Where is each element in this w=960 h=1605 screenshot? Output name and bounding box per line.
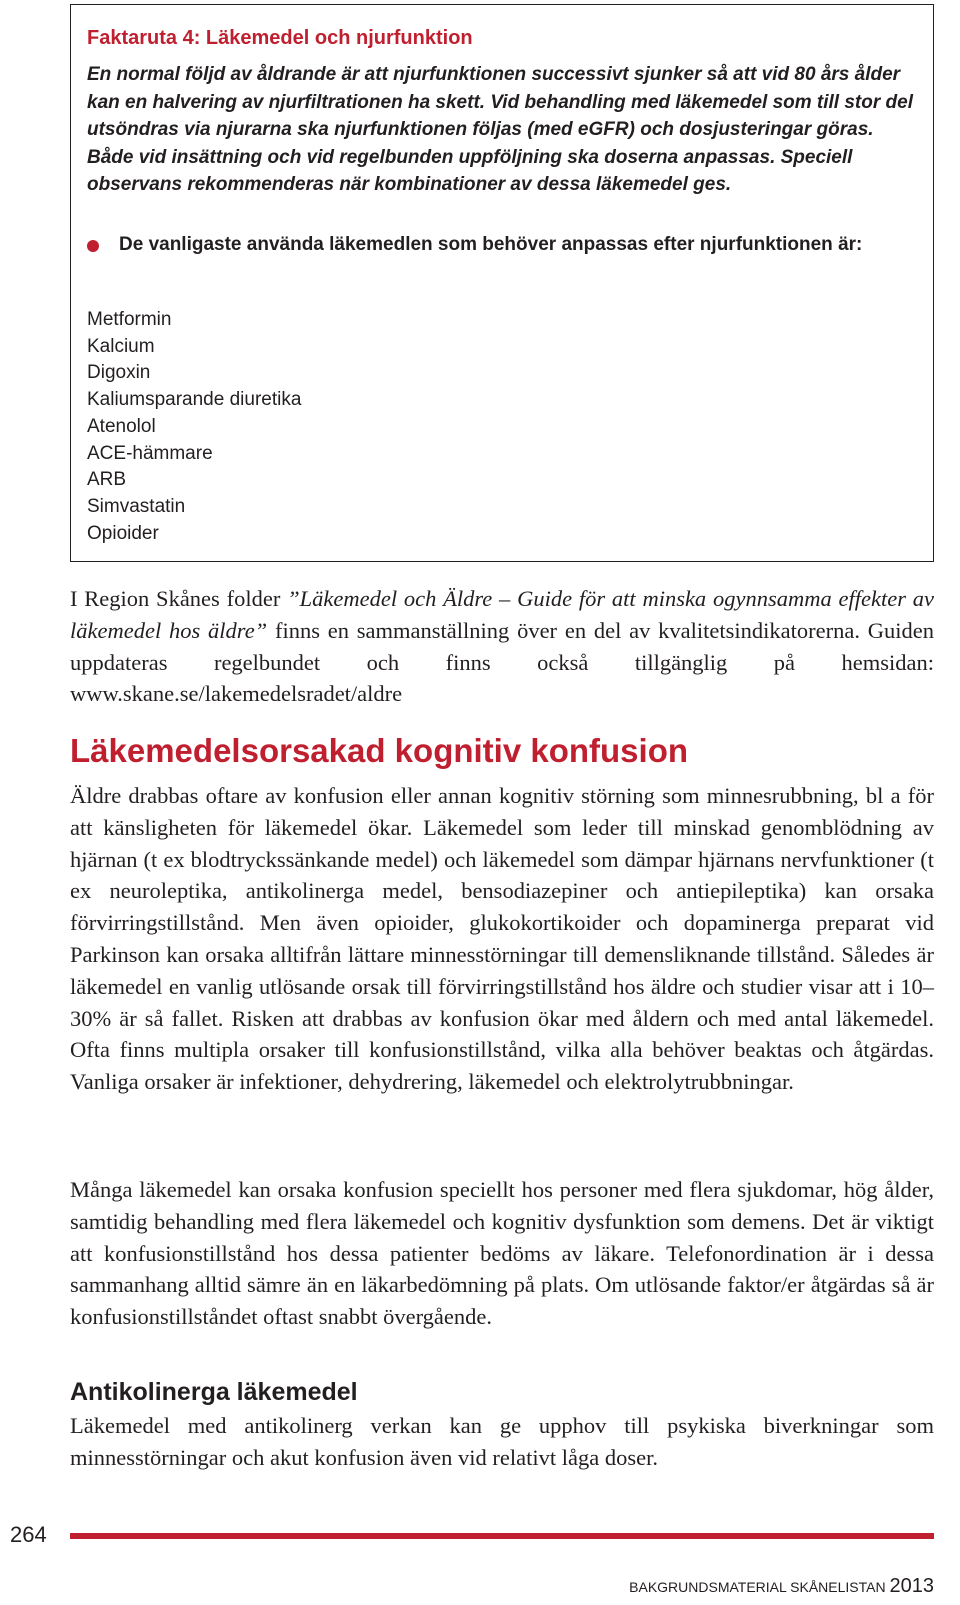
section-heading-anticholinergic: Antikolinerga läkemedel xyxy=(70,1378,358,1406)
drug-list-item: Simvastatin xyxy=(87,495,186,517)
drug-list-item: Kalcium xyxy=(87,335,155,357)
footer-label xyxy=(629,1575,934,1598)
drug-list-item: ACE-hämmare xyxy=(87,442,213,464)
drug-list xyxy=(87,307,301,547)
drug-list-item: ARB xyxy=(87,469,127,491)
confusion-paragraph-2: Många läkemedel kan orsaka konfusion speciellt hos personer med flera sjukdomar, hög ålder, samtidig behandling med flera läkemedel och kognitiv dysfunktion som demens. Det är viktigt att konfusionstillstånd hos dessa patienter bedöms av läkare. Telefonordination är i dessa sammanhang alltid sämre än en läkarbedömning på plats. Om utlösande faktor/er åtgärdas så är konfusionstillståndet oftast snabbt övergående. xyxy=(70,1177,934,1330)
guide-paragraph-rest: finns en sammanställning över en del av kvalitetsindikatorerna. Guiden uppdateras regelbundet och finns också tillgänglig på hemsidan: www.skane.se/lakemedelsradet/aldre xyxy=(70,617,934,707)
guide-title: ”Läkemedel och Äldre – Guide för att minska ogynnsamma effekter av läkemedel hos äldre” xyxy=(70,586,934,643)
drug-list-item: Metformin xyxy=(87,309,172,330)
factbox xyxy=(70,4,934,562)
factbox-intro: En normal följd av åldrande är att njurfunktionen successivt sjunker så att vid 80 års ålder kan en halvering av njurfiltrationen ha skett. Vid behandling med läkemedel som till stor del utsöndras via njurarna ska njurfunktionen följas (med eGFR) och dosjusteringar göras. Både vid insättning och vid regelbunden uppföljning ska doserna anpassas. Speciell observans rekommenderas när kombinationer av dessa läkemedel ges. xyxy=(87,64,913,195)
factbox-bullet xyxy=(87,231,917,259)
factbox-bullet-text: De vanligaste använda läkemedlen som behöver anpassas efter njurfunktionen är: xyxy=(119,234,863,255)
drug-list-item: Digoxin xyxy=(87,362,151,384)
footer-title: BAKGRUNDSMATERIAL SKÅNELISTAN xyxy=(629,1579,886,1595)
anticholinergic-paragraph: Läkemedel med antikolinerg verkan kan ge upphov till psykiska biverkningar som minnesstörningar och akut konfusion även vid relativt låga doser. xyxy=(70,1413,934,1470)
drug-list-item: Opioider xyxy=(87,522,159,544)
section-heading-confusion: Läkemedelsorsakad kognitiv konfusion xyxy=(70,732,689,769)
factbox-title: Faktaruta 4: Läkemedel och njurfunktion xyxy=(87,27,473,49)
drug-list-item: Atenolol xyxy=(87,415,156,437)
page-number: 264 xyxy=(10,1522,47,1547)
footer-rule xyxy=(70,1533,934,1539)
bullet-dot-icon xyxy=(87,240,99,252)
confusion-paragraph-1: Äldre drabbas oftare av konfusion eller annan kognitiv störning som minnesrubbning, bl a för att känsligheten för läkemedel ökar. Läkemedel som leder till minskad genomblödning av hjärnan (t ex blodtryckssänkande medel) och läkemedel som dämpar hjärnans nervfunktioner (t ex neuroleptika, antikolinerga medel, bensodiazepiner och antiepileptika) kan orsaka förvirringstillstånd. Men även opioider, glukokortikoider och dopaminerga preparat vid Parkinson kan orsaka alltifrån lättare minnesstörningar till demensliknande tillstånd. Således är läkemedel en vanlig utlösande orsak till förvirringstillstånd hos äldre och studier visar att i 10–30% är så fallet. Risken att drabbas av konfusion ökar med åldern och med antal läkemedel. Ofta finns multipla orsaker till konfusionstillstånd, vilka alla behöver beaktas och åtgärdas. Vanliga orsaker är infektioner, dehydrering, läkemedel och elektrolytrubbningar. xyxy=(70,783,934,1095)
guide-paragraph xyxy=(70,583,934,710)
footer-year: 2013 xyxy=(889,1575,934,1597)
drug-list-item: Kaliumsparande diuretika xyxy=(87,389,302,411)
guide-paragraph-lead: I Region Skånes folder xyxy=(70,586,288,611)
